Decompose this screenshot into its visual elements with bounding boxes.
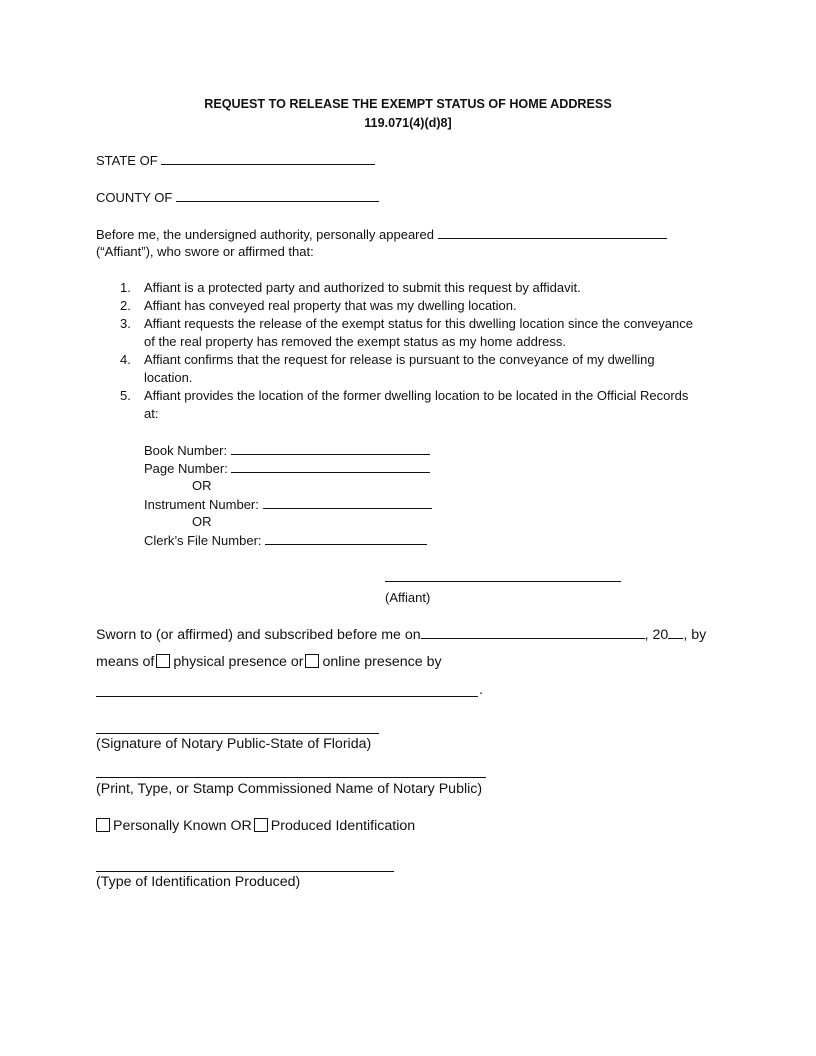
page-number-blank[interactable]	[231, 460, 430, 473]
book-number-field	[144, 442, 430, 458]
notary-name-line[interactable]	[96, 777, 486, 778]
statement-4	[120, 352, 655, 367]
statement-text: Affiant has conveyed real property that was my dwelling location.	[144, 298, 517, 313]
statement-text: Affiant confirms that the request for release is pursuant to the conveyance of my dwelling	[144, 352, 655, 367]
statement-text: Affiant provides the location of the former dwelling location to be located in the Official Records	[144, 388, 689, 403]
page-number-label: Page Number:	[144, 461, 228, 476]
sworn-text: Sworn to (or affirmed) and subscribed before me on	[96, 627, 421, 643]
clerk-file-number-blank[interactable]	[265, 532, 427, 545]
notary-signature-line[interactable]	[96, 733, 379, 734]
personally-known-checkbox[interactable]	[96, 818, 110, 832]
statement-number: 3.	[120, 316, 131, 331]
statement-number: 4.	[120, 352, 131, 367]
physical-presence-checkbox[interactable]	[156, 654, 170, 668]
statement-1	[120, 280, 581, 295]
statute-reference: 119.071(4)(d)8]	[364, 116, 452, 130]
or-separator-2: OR	[192, 514, 212, 529]
affiant-caption: (Affiant)	[385, 590, 431, 605]
document-title: REQUEST TO RELEASE THE EXEMPT STATUS OF HOME ADDRESS	[204, 97, 612, 111]
instrument-number-blank[interactable]	[263, 496, 432, 509]
instrument-number-field	[144, 496, 432, 512]
identification-type-line[interactable]	[96, 871, 394, 872]
date-blank[interactable]	[421, 626, 645, 639]
statement-number: 1.	[120, 280, 131, 295]
sworn-line	[96, 626, 706, 643]
state-blank[interactable]	[161, 152, 375, 165]
county-label: COUNTY OF	[96, 190, 173, 205]
statement-number: 2.	[120, 298, 131, 313]
means-line	[96, 654, 442, 670]
notary-signature-caption: (Signature of Notary Public-State of Florida)	[96, 736, 372, 752]
book-number-blank[interactable]	[231, 442, 430, 455]
online-presence-checkbox[interactable]	[305, 654, 319, 668]
intro-line-2: (“Affiant”), who swore or affirmed that:	[96, 244, 314, 259]
identification-line	[94, 818, 415, 834]
state-field	[96, 152, 375, 168]
statement-5-continued: at:	[144, 406, 159, 421]
by-text: , by	[683, 627, 707, 643]
personally-known-label: Personally Known OR	[113, 818, 252, 834]
county-field	[96, 189, 379, 205]
or-separator-1: OR	[192, 478, 212, 493]
means-detail-line[interactable]	[96, 696, 478, 697]
intro-text: Before me, the undersigned authority, personally appeared	[96, 227, 434, 242]
county-blank[interactable]	[176, 189, 379, 202]
statement-number: 5.	[120, 388, 131, 403]
page-number-field	[144, 460, 430, 476]
year-blank[interactable]	[668, 626, 683, 639]
means-text: means of	[96, 654, 155, 670]
statement-text: Affiant requests the release of the exempt status for this dwelling location since the conveyance	[144, 316, 693, 331]
state-label: STATE OF	[96, 153, 158, 168]
clerk-file-number-label: Clerk’s File Number:	[144, 533, 262, 548]
means-period: .	[479, 682, 483, 698]
physical-presence-label: physical presence or	[173, 654, 304, 670]
produced-identification-checkbox[interactable]	[254, 818, 268, 832]
statement-text: Affiant is a protected party and authorized to submit this request by affidavit.	[144, 280, 581, 295]
online-presence-label: online presence by	[322, 654, 442, 670]
book-number-label: Book Number:	[144, 443, 228, 458]
year-prefix: , 20	[644, 627, 669, 643]
statement-5	[120, 388, 688, 403]
statement-3	[120, 316, 693, 331]
produced-identification-label: Produced Identification	[270, 818, 416, 834]
instrument-number-label: Instrument Number:	[144, 497, 259, 512]
affiant-name-blank[interactable]	[438, 226, 667, 239]
identification-type-caption: (Type of Identification Produced)	[96, 874, 301, 890]
notary-name-caption: (Print, Type, or Stamp Commissioned Name of Notary Public)	[96, 781, 483, 797]
statement-3-continued: of the real property has removed the exempt status as my home address.	[144, 334, 566, 349]
intro-line-1	[96, 226, 667, 242]
statement-4-continued: location.	[144, 370, 193, 385]
clerk-file-number-field	[144, 532, 427, 548]
affiant-signature-line[interactable]	[385, 581, 621, 582]
statement-2	[120, 298, 517, 313]
